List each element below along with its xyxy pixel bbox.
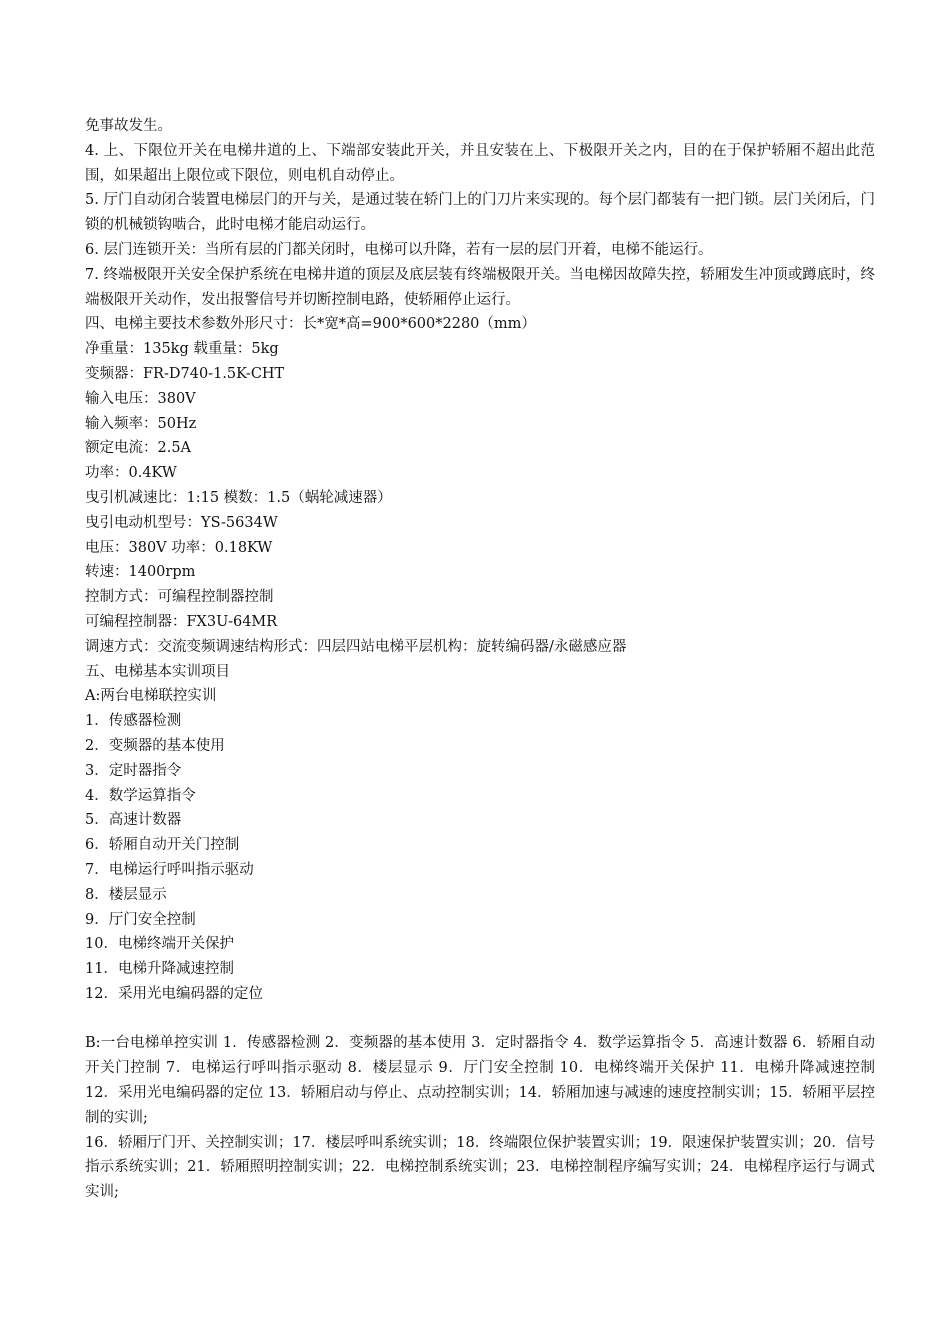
part-a-item: 9．厅门安全控制 [85, 911, 196, 928]
part-a-heading: A:两台电梯联控实训 [85, 688, 217, 705]
document-page [85, 114, 875, 1205]
intro-tail: 免事故发生。 [85, 118, 172, 134]
spec-line: 净重量：135kg 载重量：5kg [85, 341, 279, 358]
part-a-item: 2．变频器的基本使用 [85, 737, 225, 754]
part-a-item: 6．轿厢自动开关门控制 [85, 837, 240, 854]
spec-line: 曳引机减速比：1:15 模数：1.5（蜗轮减速器） [85, 489, 392, 506]
part-a-item: 5．高速计数器 [85, 812, 182, 829]
spec-line: 转速：1400rpm [85, 564, 196, 581]
safety-item-7: 7. 终端极限开关安全保护系统在电梯井道的顶层及底层装有终端极限开关。当电梯因故障失控，轿厢发生冲顶或蹲底时，终端极限开关动作，发出报警信号并切断控制电路，使轿厢停止运行。 [85, 266, 875, 308]
section-5-heading: 五、电梯基本实训项目 [85, 663, 230, 680]
part-a-item: 7．电梯运行呼叫指示驱动 [85, 861, 254, 878]
spec-line: 控制方式：可编程控制器控制 [85, 589, 274, 606]
spec-line: 输入电压：380V [85, 390, 196, 407]
part-a-item: 11．电梯升降减速控制 [85, 961, 234, 978]
spec-line: 功率：0.4KW [85, 465, 177, 482]
part-a-item: 1．传感器检测 [85, 713, 182, 730]
blank-line [85, 1007, 875, 1032]
spec-line: 输入频率：50Hz [85, 415, 197, 432]
part-a-item: 12．采用光电编码器的定位 [85, 985, 263, 1002]
part-a-item: 8．楼层显示 [85, 886, 167, 903]
section-4-heading: 四、电梯主要技术参数外形尺寸：长*宽*高=900*600*2280（mm） [85, 316, 536, 333]
safety-item-4: 4. 上、下限位开关在电梯井道的上、下端部安装此开关，并且安装在上、下极限开关之内，目的在于保护轿厢不超出此范围，如果超出上限位或下限位，则电机自动停止。 [85, 142, 875, 184]
spec-line: 可编程控制器：FX3U-64MR [85, 613, 278, 630]
safety-item-6: 6. 层门连锁开关：当所有层的门都关闭时，电梯可以升降，若有一层的层门开着，电梯不能运行。 [85, 241, 713, 258]
spec-line: 调速方式：交流变频调速结构形式：四层四站电梯平层机构：旋转编码器/永磁感应器 [85, 638, 627, 655]
spec-line: 电压：380V 功率：0.18KW [85, 539, 273, 556]
part-b-paragraph-continued: 16．轿厢厅门开、关控制实训；17．楼层呼叫系统实训；18．终端限位保护装置实训；19．限速保护装置实训；20．信号指示系统实训；21．轿厢照明控制实训；22．电梯控制系统实训；23．电梯控制程序编写实训；24．电梯程序运行与调式实训; [85, 1134, 875, 1201]
part-a-item: 10．电梯终端开关保护 [85, 936, 234, 953]
spec-line: 变频器：FR-D740-1.5K-CHT [85, 365, 285, 382]
part-b-paragraph: B:一台电梯单控实训 1．传感器检测 2．变频器的基本使用 3．定时器指令 4．数学运算指令 5．高速计数器 6．轿厢自动开关门控制 7．电梯运行呼叫指示驱动 8．楼层显示 9．厅门安全控制 10．电梯终端开关保护 11．电梯升降减速控制 12．采用光电编码器的定位 13．轿厢启动与停止、点动控制实训；14．轿厢加速与减速的速度控制实训；15．轿厢平层控制的实训; [85, 1035, 875, 1126]
part-a-item: 3．定时器指令 [85, 762, 182, 779]
spec-line: 额定电流：2.5A [85, 440, 192, 457]
spec-line: 曳引电动机型号：YS-5634W [85, 514, 278, 531]
part-a-item: 4．数学运算指令 [85, 787, 196, 804]
safety-item-5: 5. 厅门自动闭合装置电梯层门的开与关，是通过装在轿门上的门刀片来实现的。每个层门都装有一把门锁。层门关闭后，门锁的机械锁钩啮合，此时电梯才能启动运行。 [85, 192, 875, 234]
